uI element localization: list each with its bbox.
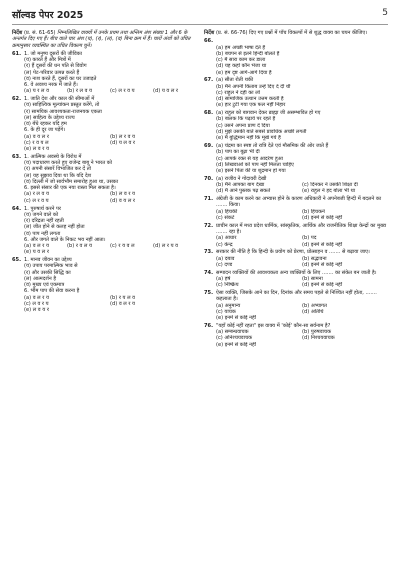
question-number: 61.: [12, 50, 22, 57]
page-header: [12, 8, 388, 24]
answer-option: (b) र य ल व: [110, 294, 136, 301]
question-line: (र) सामयिक आवश्यकता-राजनयक एकता: [24, 108, 102, 115]
answer-options: [12, 134, 196, 153]
question-item: [12, 206, 196, 256]
answer-options: [204, 116, 388, 141]
question-stem: प्राचीन काल में मध्य प्रदेश धार्मिक, सांस्कृतिक, आर्थिक और राजनीतिक शिक्षा केन्द्रों का मुख्य ....... रहा है।: [216, 222, 387, 236]
question-line: 6. भीम पाप की सेवा करना है: [24, 288, 80, 295]
answer-option: (c) ल व र य: [24, 300, 49, 307]
question-stem: 1. मानव जीवन का उद्देश्य: [24, 257, 72, 264]
question-stem: 1. आत्मिक अवस्थे के विरोध में: [24, 153, 82, 160]
question-item: [204, 110, 388, 141]
question-line: (य) कारते हैं और मित्रों में: [24, 57, 71, 63]
answer-option: (d) य व ल र: [153, 88, 179, 95]
answer-option: (d) इनमें से कोई नहीं: [302, 241, 343, 248]
instruction-range: (प्र. सं. 61-65): [22, 30, 58, 36]
answer-options: [204, 209, 388, 222]
question-line: (र) दरिद्रता नहीं रहती: [24, 218, 64, 225]
answer-options: [204, 235, 388, 248]
answer-option: (d) इनमें से कोई नहीं: [302, 214, 343, 221]
answer-option: (d) अतिथि: [302, 308, 324, 315]
answer-option: (b) पुरुषवाचक: [302, 329, 332, 336]
question-line: (व) बँधे रहकर यदि हम: [24, 121, 67, 128]
question-number: 76.: [204, 322, 214, 329]
answer-option: (d) मुझे उसकी बातें सबसे प्रावधिक अच्छी लगती: [216, 128, 307, 135]
question-line: (र) अपनी संसारें विभाजित कर दें तो: [24, 166, 91, 173]
question-item: [204, 323, 388, 348]
question-line: (व) पाप नहीं लगता: [24, 230, 61, 237]
answer-option: (e) इनमें से कोई नहीं: [216, 341, 256, 348]
answer-option: (c) दण्ड: [216, 261, 233, 268]
answer-option: (b) सद्भावना: [302, 255, 327, 262]
question-stem: ऐसा व्यक्ति, जिसके आने का दिन, दिनांक और समय पहले से निश्चित नहीं होता, ....... कहलाता है।: [216, 290, 377, 303]
answer-option: (c) आपके रक्त से यह आदरेण हुआ: [216, 155, 283, 162]
answer-option: (b) ल र व य: [110, 133, 136, 140]
question-item: [12, 257, 196, 313]
question-item: [204, 223, 388, 248]
answer-option: (c) र य व ल: [110, 243, 135, 250]
answer-option: (b) हिचकने: [302, 208, 325, 215]
answer-option: (e) मैं बुद्धिमान नहीं कि मूर्ख गये हैं: [216, 135, 281, 142]
answer-options: [12, 295, 196, 314]
answer-option: (c) ल र व य: [24, 197, 49, 204]
answer-option: (b) र व ल य: [67, 243, 93, 250]
question-list: [12, 51, 196, 314]
question-line: (ल) आत्मदर्शन है: [24, 275, 57, 282]
question-number: 70.: [204, 175, 214, 182]
question-item: [12, 154, 196, 204]
question-header: [204, 223, 388, 236]
question-number: 62.: [12, 96, 22, 103]
right-column: [204, 30, 388, 350]
answer-option: (e) इनमें से कोई नहीं: [216, 315, 256, 322]
answer-option: (e) ल व य र: [24, 307, 49, 314]
answer-option: (c) मैं सारा काम कर डाला: [216, 57, 266, 63]
question-header: [204, 290, 388, 303]
answer-option: (b) पाप का बुढ़ा भी दी: [216, 149, 260, 156]
answer-option: (c) राहुल ने दही का लो: [216, 89, 260, 96]
question-line: 6. वे अवश्य नरक में जाते हैं।: [24, 82, 78, 88]
answer-option: (a) अनुमान्य: [216, 302, 241, 309]
question-line: (व) मुख्य एवं एकमात्र: [24, 282, 65, 289]
answer-option: (a) हम अच्छी भाषा देते हैं: [216, 44, 266, 51]
answer-option: (d) इनमें से कोई नहीं: [302, 282, 343, 289]
answer-option: (c) याचक: [216, 308, 236, 315]
question-stem: 1. जो मनुष्य दूसरों की जीविका: [24, 50, 82, 57]
answer-options: [204, 84, 388, 109]
answer-option: (b) ल व र य: [110, 191, 136, 198]
answer-option: (b) बचपन से इतने हिन्दी बोलते हैं: [216, 50, 280, 57]
question-stem: 1. जाति देश और काल की सीमाओं में: [24, 96, 95, 103]
answer-option: (b) अभ्यागत: [302, 302, 327, 309]
answer-option: (e) हार टुटी गया एक फल नहीं निहार: [216, 102, 286, 109]
answer-option: (b) पद: [302, 235, 317, 242]
question-list: [204, 38, 388, 348]
answer-option: (c) केन्द्र: [216, 241, 233, 248]
answer-option: (d) ल र य व: [153, 243, 179, 250]
question-line: (व) नाश करते हैं, दूसरों का घर उजाड़ते: [24, 75, 97, 82]
answer-option: (c) उसने अपना प्राण दे दिया: [216, 122, 270, 129]
question-line: 6. के ही दूर जा पड़ेंगे।: [24, 127, 66, 134]
question-item: [12, 51, 196, 95]
instruction-range: (प्र. सं. 66-76): [214, 30, 250, 36]
instruction-label: निर्देश: [204, 30, 215, 36]
question-number: 74.: [204, 269, 214, 276]
answer-option: (d) मैं आने पुस्तक पढ़ सकते: [216, 188, 271, 195]
instruction-block: [204, 30, 388, 36]
answer-option: (d) निश्चयवाचक: [302, 335, 335, 342]
question-item: [204, 290, 388, 321]
question-item: [204, 143, 388, 174]
question-stem: 1. पुरुषार्थ करने पर: [24, 205, 61, 212]
question-line: (य) साहित्यिक मूल्यांकन प्रस्तुत करेंगे, तो: [24, 102, 100, 109]
question-line: (र) और उसकी सिद्धि का: [24, 269, 71, 276]
answer-option: (b) र ल व य: [67, 88, 93, 95]
question-item: [204, 77, 388, 108]
question-stem: "यहाँ कोई नहीं रहता" इस वाक्य में 'कोई' कौन-सा सर्वनाम है?: [216, 322, 331, 329]
question-line: 6. इससे संसार की एक नया रास्ता मिल सकता है।: [24, 185, 116, 192]
answer-option: (e) ल व र य: [24, 146, 49, 153]
question-number: 73.: [204, 249, 214, 256]
question-number: 71.: [204, 196, 214, 203]
answer-options: [204, 256, 388, 269]
answer-option: (a) र ल व य: [24, 191, 49, 198]
instruction-text: निम्नलिखित वाक्यों में उनके प्रथम तथा अन्तिम अंश संख्या 1 और 6 के अन्तर्गत दिए गए हैं। बीच वाले चार अंश (य), (र), (ल), (व) बिना क्रम में हैं। चारों अंशों को उचित क्रमानुसार व्यवस्थित का उचित विकल्प चुनें।: [12, 30, 191, 49]
question-number: 68.: [204, 110, 214, 117]
question-header: [12, 206, 196, 212]
answer-option: (a) व य ल र: [24, 133, 49, 140]
question-stem: सरकार की नीति है कि हिन्दी के प्रयोग को प्रेरणा, प्रोत्साहन व ....... से बढ़ाया जाए।: [216, 249, 370, 256]
answer-option: (e) हम दृष्ट आगे-आगे दिया है: [216, 69, 272, 76]
answer-option: (d) व ल र य: [110, 300, 136, 307]
question-item: [204, 270, 388, 289]
answer-option: (c) र व य ल: [24, 139, 49, 146]
question-stem: अंग्रेजी के काम करने का अभ्यास होने के कारण अधिकारी ने अपनेबजी हिन्दी में बदलने का ....... किया।: [216, 196, 382, 209]
answer-option: (a) य र ल व: [24, 88, 49, 95]
answer-option: (c) दिनकर ने उसकी शिक्षा दी: [302, 182, 358, 189]
question-number: 63.: [12, 153, 22, 160]
answer-option: (c) अनिश्चयवाचक: [216, 335, 253, 342]
answer-option: (b) बालक कि पढ़ाये पर रहते हैं: [216, 116, 276, 123]
answer-option: (a) हिचकी: [216, 208, 238, 215]
answer-option: (e) इसने पिता की या शूद्रमान हो गया: [216, 168, 286, 175]
question-item: [12, 96, 196, 152]
answer-options: [204, 329, 388, 348]
question-line: (य) जगने वाले को: [24, 211, 59, 218]
answer-option: (c) संकटे: [216, 214, 235, 221]
answer-option: (c) ल र व य: [110, 88, 135, 95]
question-header: [204, 196, 388, 209]
paper-title: सॉल्वड पेपर 2025: [12, 10, 84, 21]
answer-option: (b) सामना: [302, 276, 323, 282]
answer-option: (d) यह कहो कौन भेजा था: [216, 63, 267, 70]
question-line: (य) उपाय परमात्मिक भाव से: [24, 263, 78, 270]
question-item: [204, 176, 388, 195]
answer-option: (e) राहुल ने हद बोला भी था: [302, 188, 356, 195]
question-stem: (a) राजीव ने गोदावरी देखी: [216, 175, 267, 182]
answer-option: (d) य ल व र: [110, 139, 136, 146]
question-line: (ल) पेट-परिवार उत्पन्न करते हैं: [24, 69, 80, 76]
question-line: (ल) यह सुझाव दिया था कि यदि देश: [24, 172, 92, 179]
question-number: 66.: [204, 38, 214, 45]
question-stem: (a) चंद्रमा का स्पष्ट तो रात्रि देते एवं मौसमिक की ओर जाते हैं: [216, 143, 329, 150]
question-number: 75.: [204, 290, 214, 297]
answer-options: [204, 276, 388, 289]
answer-option: (a) सम्बन्धवाचक: [216, 329, 249, 336]
answer-options: [204, 149, 388, 174]
answer-option: (b) मैंने आपका बाग देखा: [216, 182, 265, 189]
question-stem: (a) सीता रोती थकी: [216, 77, 254, 84]
question-stem: सम्पादन व्यक्तियों की आवश्यकता अन्य व्यक्तियों के लिए ....... का संकेत बन जाती है।: [216, 269, 377, 276]
instruction-block: [12, 30, 196, 49]
question-line: (व) दिल्ली में जो सार्वभौम समारोह हुआ था, उसका: [24, 178, 119, 185]
question-number: 65.: [12, 257, 22, 264]
answer-options: [12, 88, 196, 94]
answer-options: [12, 243, 196, 256]
answer-option: (d) व य ल र: [110, 197, 136, 204]
answer-option: (a) दबाव: [216, 255, 235, 262]
question-number: 64.: [12, 205, 22, 212]
question-number: 67.: [204, 77, 214, 84]
question-line: (ल) जीत होने से कलह नहीं होता: [24, 224, 85, 231]
answer-option: (d) सामाजिक उत्थान उत्तम करती है: [216, 96, 284, 103]
answer-options: [12, 191, 196, 204]
answer-option: (a) आधार: [216, 235, 237, 242]
question-item: [204, 196, 388, 221]
answer-option: (c) निष्क्रिय: [216, 282, 239, 289]
answer-option: (b) मैंने अपनी किताब उन्हें दिए दे दी थी: [216, 83, 291, 90]
answer-option: (a) व ल र य: [24, 294, 49, 301]
answer-option: (a) व ल र य: [24, 243, 49, 250]
question-line: (य) पदाधारण करते हुए राजेन्द्र बाबू ने भारत को: [24, 160, 112, 167]
question-number: 69.: [204, 143, 214, 150]
left-column: [12, 30, 196, 315]
question-line: (ल) साहित्य के उद्देश्य राज्य: [24, 114, 75, 121]
answer-options: [204, 45, 388, 76]
question-line: (र) हैं दूसरों की धन पति से विवोग: [24, 63, 87, 70]
answer-option: (d) इनमें से कोई नहीं: [302, 261, 343, 268]
question-number: 72.: [204, 222, 214, 229]
question-item: [204, 249, 388, 268]
question-line: 6. और जगते वाले के निकट भय नहीं आता।: [24, 236, 106, 243]
instruction-label: निर्देश: [12, 30, 23, 36]
answer-option: (d) लिखवाओ को पाप नहीं मिलता चाहिए: [216, 161, 294, 168]
answer-option: (e) य व ल र: [24, 249, 49, 256]
page-number: 5: [382, 8, 388, 18]
header-divider: [12, 24, 388, 25]
answer-option: (a) हर्ष: [216, 276, 231, 282]
answer-options: [204, 182, 388, 195]
answer-options: [204, 303, 388, 322]
question-item: [204, 38, 388, 76]
instruction-text: दिए गए प्रश्नों में पाँच विकल्पों में से शुद्ध वाक्य का चयन कीजिए।: [249, 30, 368, 36]
question-stem: (a) राहुल को बाग़वान देकर ब्राह्मा जी असम्भावित हो गए: [216, 110, 321, 117]
